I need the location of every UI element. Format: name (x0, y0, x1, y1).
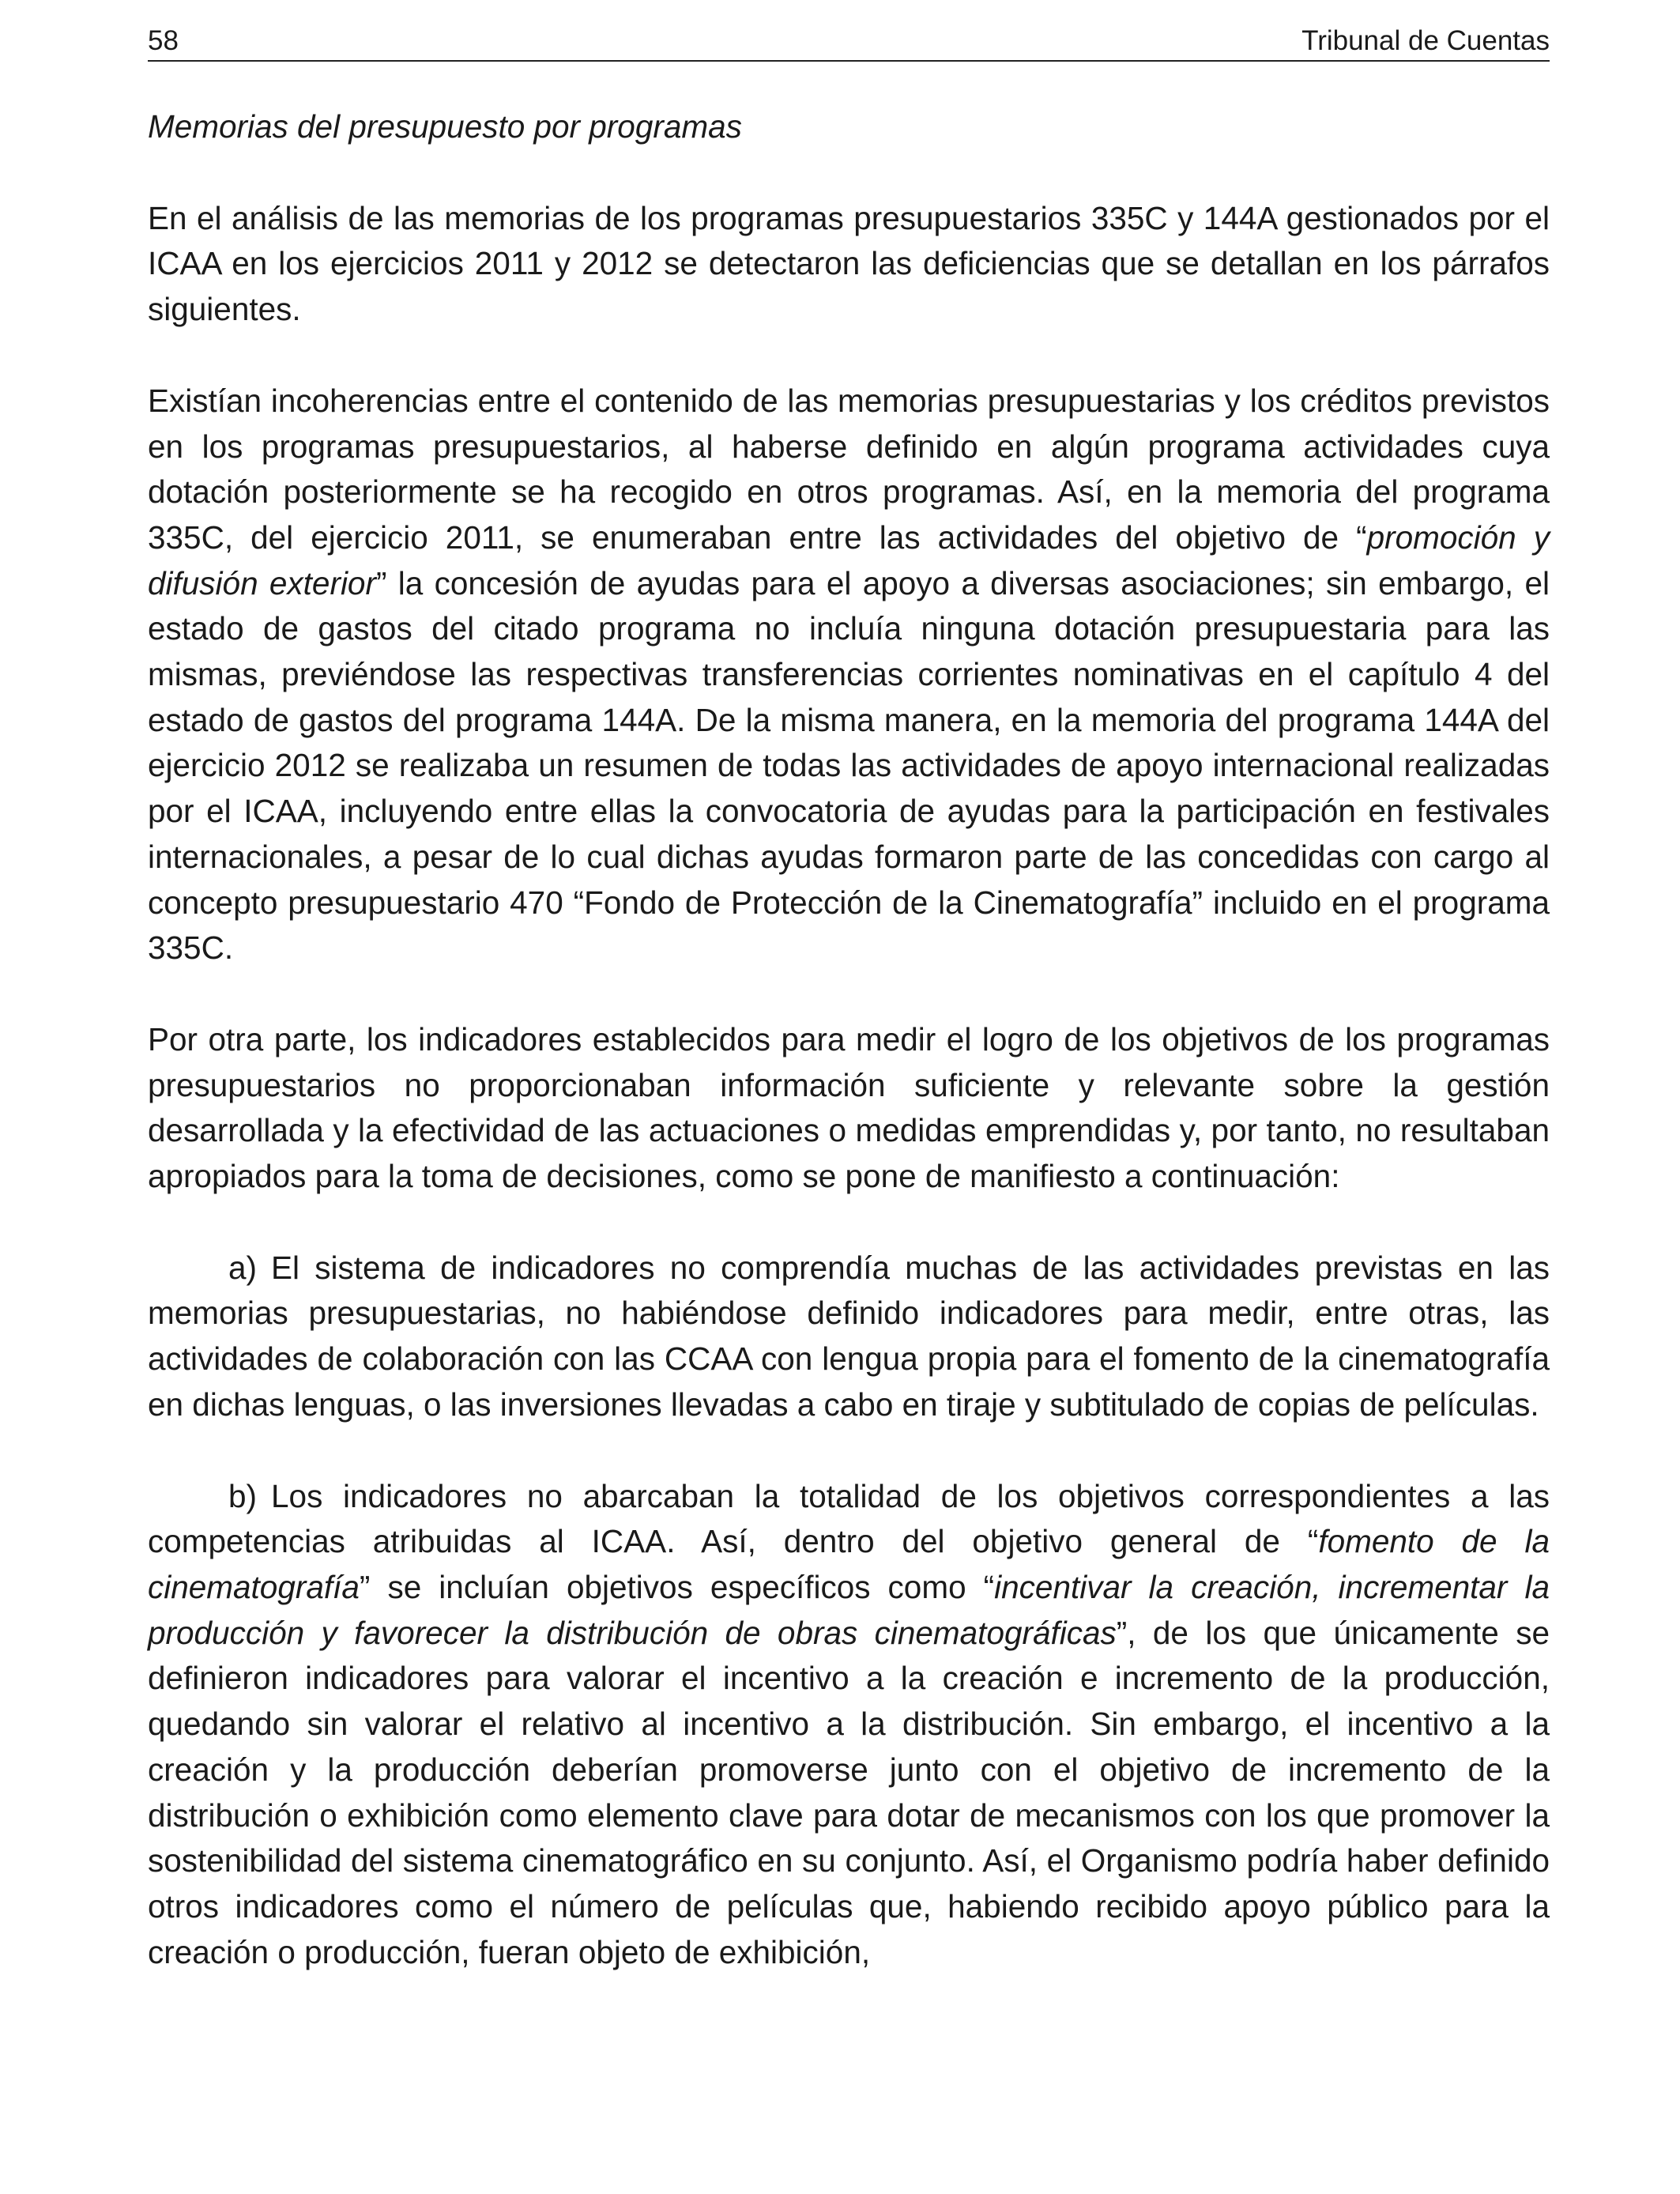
paragraph-text: ” la concesión de ayudas para el apoyo a diversas asociaciones; sin embargo, el estado de gastos del citado programa no incluía ninguna dotación presupuestaria para las mismas, previéndose las respectivas transferencias corrientes nominativas en el capítulo 4 del estado de gastos del programa 144A. De la misma manera, en la memoria del programa 144A del ejercicio 2012 se realizaba un resumen de todas las actividades de apoyo internacional realizadas por el ICAA, incluyendo entre ellas la convocatoria de ayudas para la participación en festivales internacionales, a pesar de lo cual dichas ayudas formaron parte de las concedidas con cargo al concepto presupuestario 470 “Fondo de Protección de la Cinematografía” incluido en el programa 335C. (148, 564, 1550, 967)
list-item-text: ”, de los que únicamente se definieron indicadores para valorar el incentivo a la creación e incremento de la producción, quedando sin valorar el relativo al incentivo a la distribución. Sin embargo, el incentivo a la creación y la producción deberían promoverse junto con el objetivo de incremento de la distribución o exhibición como elemento clave para dotar de mecanismos con los que promover la sostenibilidad del sistema cinematográfico en su conjunto. Así, el Organismo podría haber definido otros indicadores como el número de películas que, habiendo recibido apoyo público para la creación o producción, fueran objeto de exhibición, (148, 1614, 1550, 1970)
italic-quote: fomento de la cinematografía (148, 1523, 1550, 1605)
list-marker: b) (228, 1477, 258, 1514)
document-body (148, 104, 1550, 2021)
list-item-b (148, 1474, 1550, 1976)
list-item-a (148, 1246, 1550, 1428)
italic-quote: promoción y difusión exterior (148, 518, 1550, 601)
paragraph-intro: En el análisis de las memorias de los programas presupuestarios 335C y 144A gestionados por el ICAA en los ejercicios 2011 y 2012 se detectaron las deficiencias que se detallan en los párrafos siguientes. (148, 199, 1550, 328)
paragraph-indicadores: Por otra parte, los indicadores establecidos para medir el logro de los objetivos de los programas presupuestarios no proporcionaban información suficiente y relevante sobre la gestión desarrollada y la efectividad de las actuaciones o medidas emprendidas y, por tanto, no resultaban apropiados para la toma de decisiones, como se pone de manifiesto a continuación: (148, 1020, 1550, 1195)
header-title: Tribunal de Cuentas (1301, 25, 1550, 56)
section-heading: Memorias del presupuesto por programas (148, 108, 742, 145)
list-marker: a) (228, 1249, 258, 1286)
list-item-text: ” se incluían objetivos específicos como “ (359, 1568, 995, 1605)
page-number: 58 (148, 25, 179, 56)
paragraph-text: Existían incoherencias entre el contenido de las memorias presupuestarias y los créditos previstos en los programas presupuestarios, al haberse definido en algún programa actividades cuya dotación posteriormente se ha recogido en otros programas. Así, en la memoria del programa 335C, del ejercicio 2011, se enumeraban entre las actividades del objetivo de “ (148, 382, 1550, 556)
list-item-text: El sistema de indicadores no comprendía muchas de las actividades previstas en las memorias presupuestarias, no habiéndose definido indicadores para medir, entre otras, las actividades de colaboración con las CCAA con lengua propia para el fomento de la cinematografía en dichas lenguas, o las inversiones llevadas a cabo en tiraje y subtitulado de copias de películas. (148, 1249, 1550, 1423)
italic-quote: incentivar la creación, incrementar la producción y favorecer la distribución de obras cinematográficas (148, 1568, 1550, 1651)
paragraph-incoherencias (148, 379, 1550, 971)
page-header (148, 24, 1550, 62)
list-item-text: Los indicadores no abarcaban la totalidad de los objetivos correspondientes a las competencias atribuidas al ICAA. Así, dentro del objetivo general de “ (148, 1477, 1550, 1560)
